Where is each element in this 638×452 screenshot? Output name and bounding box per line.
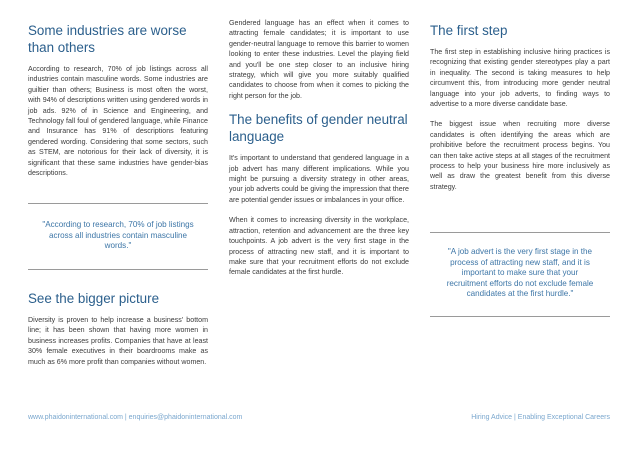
pull-quote: "According to research, 70% of job listings across all industries contain masculine words." [28, 203, 208, 270]
footer-contact[interactable]: www.phaidoninternational.com | enquiries@phaidoninternational.com [28, 414, 243, 421]
section-heading: See the bigger picture [28, 291, 160, 306]
body-paragraph: The biggest issue when recruiting more diverse candidates is often identifying the areas which are prohibitive before the recruitment process begins. You can then take active steps at all stages of the recruitment process to help your business hire more inclusively as well as draw the greatest benefit from this diverse strategy. [430, 120, 610, 191]
column-right [430, 22, 610, 192]
footer-tagline: Hiring Advice | Enabling Exceptional Careers [471, 414, 610, 421]
pull-quote: "A job advert is the very first stage in the process of attracting new staff, and it is important to make sure that your recruitment efforts do not exclude female candidates at the first hurdle." [430, 232, 610, 317]
column-middle [229, 18, 409, 278]
body-paragraph: It's important to understand that gendered language in a job advert has many different implications. While you might be pursuing a diversity strategy in other areas, your job adverts could be giving the impression that there are potential gender issues or imbalances in your office. [229, 154, 409, 204]
body-paragraph: When it comes to increasing diversity in the workplace, attraction, retention and advancement are the three key touchpoints. A job advert is the very first stage in the process of attracting new staff, and it is important to make sure that your recruitment efforts do not exclude female candidates at the first hurdle. [229, 216, 409, 277]
column-left-lower [28, 290, 208, 367]
body-paragraph: According to research, 70% of job listings across all industries contain masculine words. Some industries are guiltier than others; Business is most often the worst, with 94% of descriptions written using gendered words in job ads. 92% of in Science and Engineering, and Technology fall foul of gendered language, while Finance and Insurance has 91% of descriptions featuring gendered wording. Considering that some sectors, such as STEM, are notorious for their lack of diversity, it is significant that these same industries have gender-bias descriptions. [28, 65, 208, 178]
body-paragraph: The first step in establishing inclusive hiring practices is recognizing that existing gender stereotypes play a part in inequality. The second is taking measures to help circumvent this, from introducing more gender neutral language into your job adverts, to finding ways to advertise to a more diverse candidate base. [430, 48, 610, 109]
section-heading: The benefits of gender neutral language [229, 112, 408, 145]
column-left [28, 22, 208, 178]
body-paragraph: Gendered language has an effect when it comes to attracting female candidates; it is important to use gender-neutral language to remove this barrier to women looking to enter these industries. Level the playing field and you'll be one step closer to an inclusive hiring strategy, which will give you more suitably qualified candidates to choose from when it comes to picking the right person for the job. [229, 19, 409, 100]
body-paragraph: Diversity is proven to help increase a business' bottom line; it has been shown that having more women in business increases profits. Companies that have at least 30% female executives in their boardrooms make as much as 6% more profit than companies without women. [28, 316, 208, 366]
section-heading: Some industries are worse than others [28, 23, 187, 55]
section-heading: The first step [430, 23, 508, 38]
